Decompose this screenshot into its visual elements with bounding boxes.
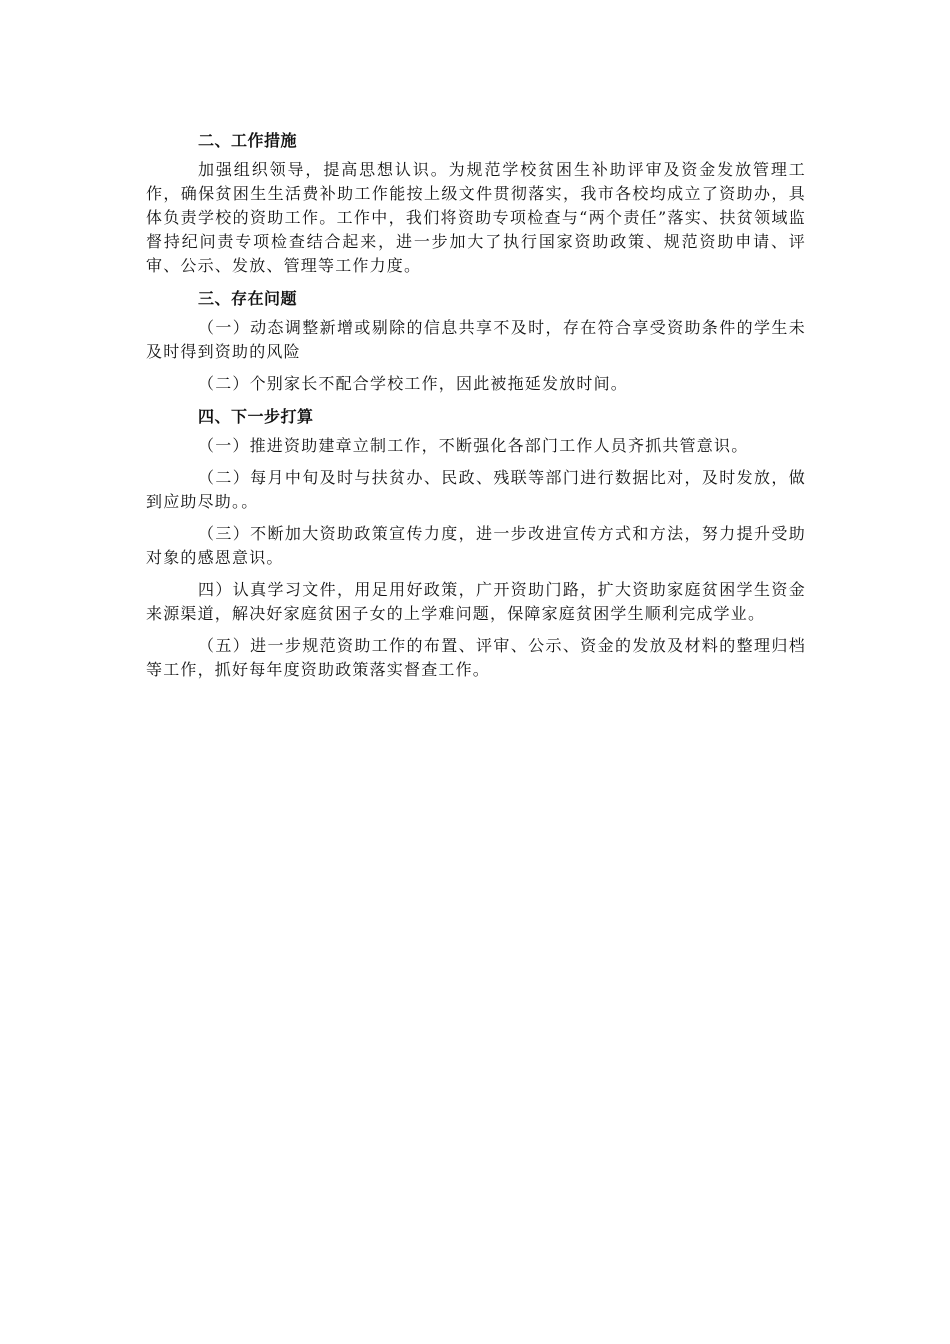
section-next-steps	[146, 404, 806, 682]
paragraph: 加强组织领导，提高思想认识。为规范学校贫困生补助评审及资金发放管理工作，确保贫困生生活费补助工作能按上级文件贯彻落实，我市各校均成立了资助办，具体负责学校的资助工作。工作中，我们将资助专项检查与“两个责任”落实、扶贫领域监督持纪问责专项检查结合起来，进一步加大了执行国家资助政策、规范资助申请、评审、公示、发放、管理等工作力度。	[146, 160, 806, 275]
paragraph: 四）认真学习文件，用足用好政策，广开资助门路，扩大资助家庭贫困学生资金来源渠道，解决好家庭贫困子女的上学难问题，保障家庭贫困学生顺利完成学业。	[146, 580, 806, 623]
paragraph: （二）每月中旬及时与扶贫办、民政、残联等部门进行数据比对，及时发放，做到应助尽助。。	[146, 468, 806, 511]
section-heading: 三、存在问题	[198, 289, 298, 308]
paragraph: （一）推进资助建章立制工作，不断强化各部门工作人员齐抓共管意识。	[198, 436, 749, 455]
section-existing-problems	[146, 286, 806, 396]
section-work-measures	[146, 128, 806, 278]
paragraph: （三）不断加大资助政策宣传力度，进一步改进宣传方式和方法，努力提升受助对象的感恩意识。	[146, 524, 806, 567]
paragraph: （一）动态调整新增或剔除的信息共享不及时，存在符合享受资助条件的学生未及时得到资助的风险	[146, 318, 806, 361]
section-heading: 四、下一步打算	[198, 407, 314, 426]
paragraph: （二）个别家长不配合学校工作，因此被拖延发放时间。	[198, 374, 629, 393]
paragraph: （五）进一步规范资助工作的布置、评审、公示、资金的发放及材料的整理归档等工作，抓好每年度资助政策落实督查工作。	[146, 636, 806, 679]
section-heading: 二、工作措施	[198, 131, 298, 150]
document-page	[146, 124, 806, 690]
